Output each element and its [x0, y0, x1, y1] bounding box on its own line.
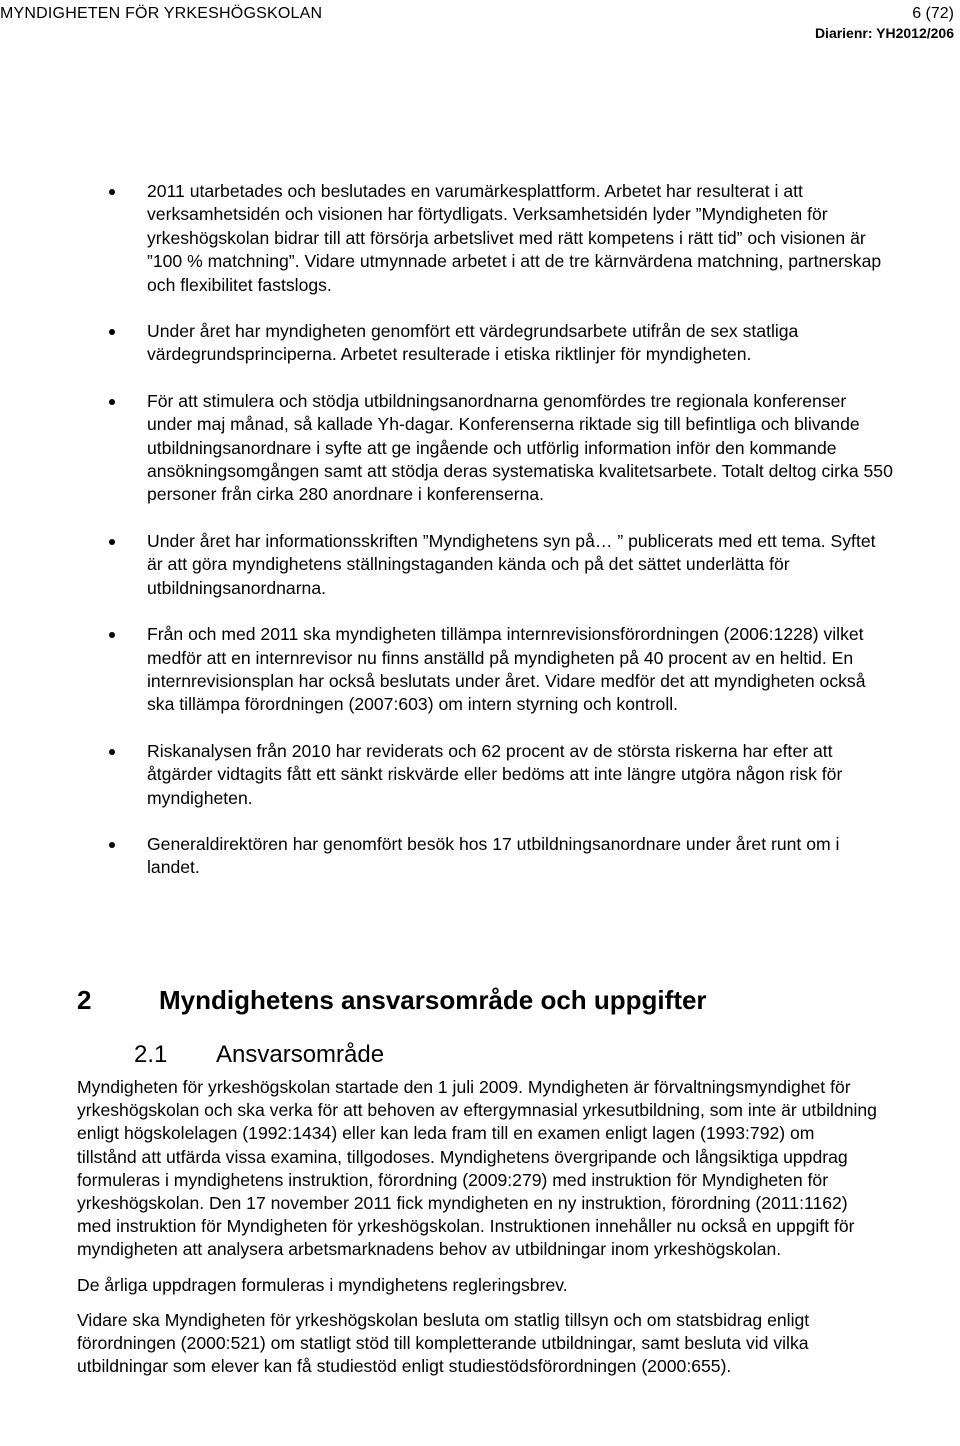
section-title: Myndighetens ansvarsområde och uppgifter [159, 985, 707, 1015]
paragraph: Vidare ska Myndigheten för yrkeshögskolan besluta om statlig tillsyn och om statsbidrag enligt förordningen (2000:521) om statligt stöd till kompletterande utbildningar, samt besluta vid vilka utbildningar som elever kan få studiestöd enligt studiestödsförordningen (2000:655). [77, 1309, 810, 1377]
bullet-item [0, 530, 960, 600]
page-header [0, 2, 960, 42]
subsection-heading [134, 1041, 384, 1069]
paragraph: Myndigheten för yrkeshögskolan startade den 1 juli 2009. Myndigheten är förvaltningsmyndighet för yrkeshögskolan och ska verka för att behoven av eftergymnasial yrkesutbildning, som inte är utbildning enligt högskolelagen (1992:1434) eller kan leda fram till en examen enligt lagen (1993:792) om tillstånd att utfärda vissa examina, tillgodoses. Myndighetens övergripande och långsiktiga uppdrag formuleras i myndighetens instruktion, förordning (2009:279) med instruktion för Myndigheten för yrkeshögskolan. Den 17 november 2011 fick myndigheten en ny instruktion, förordning (2011:1162) med instruktion för Myndigheten för yrkeshögskolan. Instruktionen innehåller nu också en uppgift för myndigheten att analysera arbetsmarknadens behov av utbildningar inom yrkeshögskolan. [77, 1077, 877, 1260]
bullet-item [0, 390, 960, 507]
bullet-text: Från och med 2011 ska myndigheten tillämpa internrevisionsförordningen (2006:1228) vilket medför att en internrevisor nu finns anställd på myndigheten på 40 procent av en heltid. En internrevisionsplan har också beslutats under året. Vidare medför det att myndigheten också ska tillämpa förordningen (2007:603) om intern styrning och kontroll. [147, 624, 866, 715]
bullet-marker [109, 632, 115, 638]
bullet-text: Under året har informationsskriften ”Myndighetens syn på… ” publicerats med ett tema. Syftet är att göra myndighetens ställningstaganden kända och på det sättet underlätta för utbildningsanordnarna. [147, 530, 876, 598]
header-diarienr: Diarienr: YH2012/206 [814, 25, 954, 41]
subsection-title: Ansvarsområde [216, 1041, 385, 1068]
bullet-text: Under året har myndigheten genomfört ett värdegrundsarbete utifrån de sex statliga värdegrundsprinciperna. Arbetet resulterade i etiska riktlinjer för myndigheten. [147, 321, 799, 365]
bullet-text: Riskanalysen från 2010 har reviderats och 62 procent av de största riskerna har efter att åtgärder vidtagits fått ett sänkt riskvärde eller bedöms att inte längre utgöra någon risk för myndigheten. [147, 740, 843, 808]
bullet-marker [109, 842, 115, 848]
bullet-list [0, 180, 960, 903]
body-text [77, 1076, 877, 1390]
bullet-text: 2011 utarbetades och beslutades en varumärkesplattform. Arbetet har resulterat i att verksamhetsidén och visionen har förtydligats. Verksamhetsidén lyder ”Myndigheten för yrkeshögskolan bidrar till att försörja arbetslivet med rätt kompetens i rätt tid” och visionen är ”100 % matchning”. Vidare utmynnade arbetet i att de tre kärnvärdena matchning, partnerskap och flexibilitet fastslogs. [147, 181, 882, 295]
bullet-item [0, 623, 960, 717]
bullet-marker [109, 399, 115, 405]
bullet-item [0, 180, 960, 297]
subsection-number: 2.1 [134, 1041, 168, 1068]
section-heading [77, 985, 707, 1016]
bullet-marker [109, 189, 115, 195]
bullet-marker [109, 749, 115, 755]
bullet-item [0, 740, 960, 810]
bullet-item [0, 320, 960, 367]
bullet-marker [109, 539, 115, 545]
bullet-marker [109, 329, 115, 335]
bullet-text: För att stimulera och stödja utbildningsanordnarna genomfördes tre regionala konferenser under maj månad, så kallade Yh-dagar. Konferenserna riktade sig till befintliga och blivande utbildningsanordnare i syfte att ge ingående och utförlig information inför den kommande ansökningsomgången samt att stödja deras systematiska kvalitetsarbete. Totalt deltog cirka 550 personer från cirka 280 anordnare i konferenserna. [147, 390, 893, 505]
bullet-item [0, 833, 960, 880]
header-page-number: 6 (72) [912, 5, 954, 22]
paragraph: De årliga uppdragen formuleras i myndighetens regleringsbrev. [77, 1274, 568, 1295]
bullet-text: Generaldirektören har genomfört besök hos 17 utbildningsanordnare under året runt om i landet. [147, 833, 840, 878]
section-number: 2 [77, 985, 92, 1015]
header-organization: MYNDIGHETEN FÖR YRKESHÖGSKOLAN [0, 5, 323, 22]
